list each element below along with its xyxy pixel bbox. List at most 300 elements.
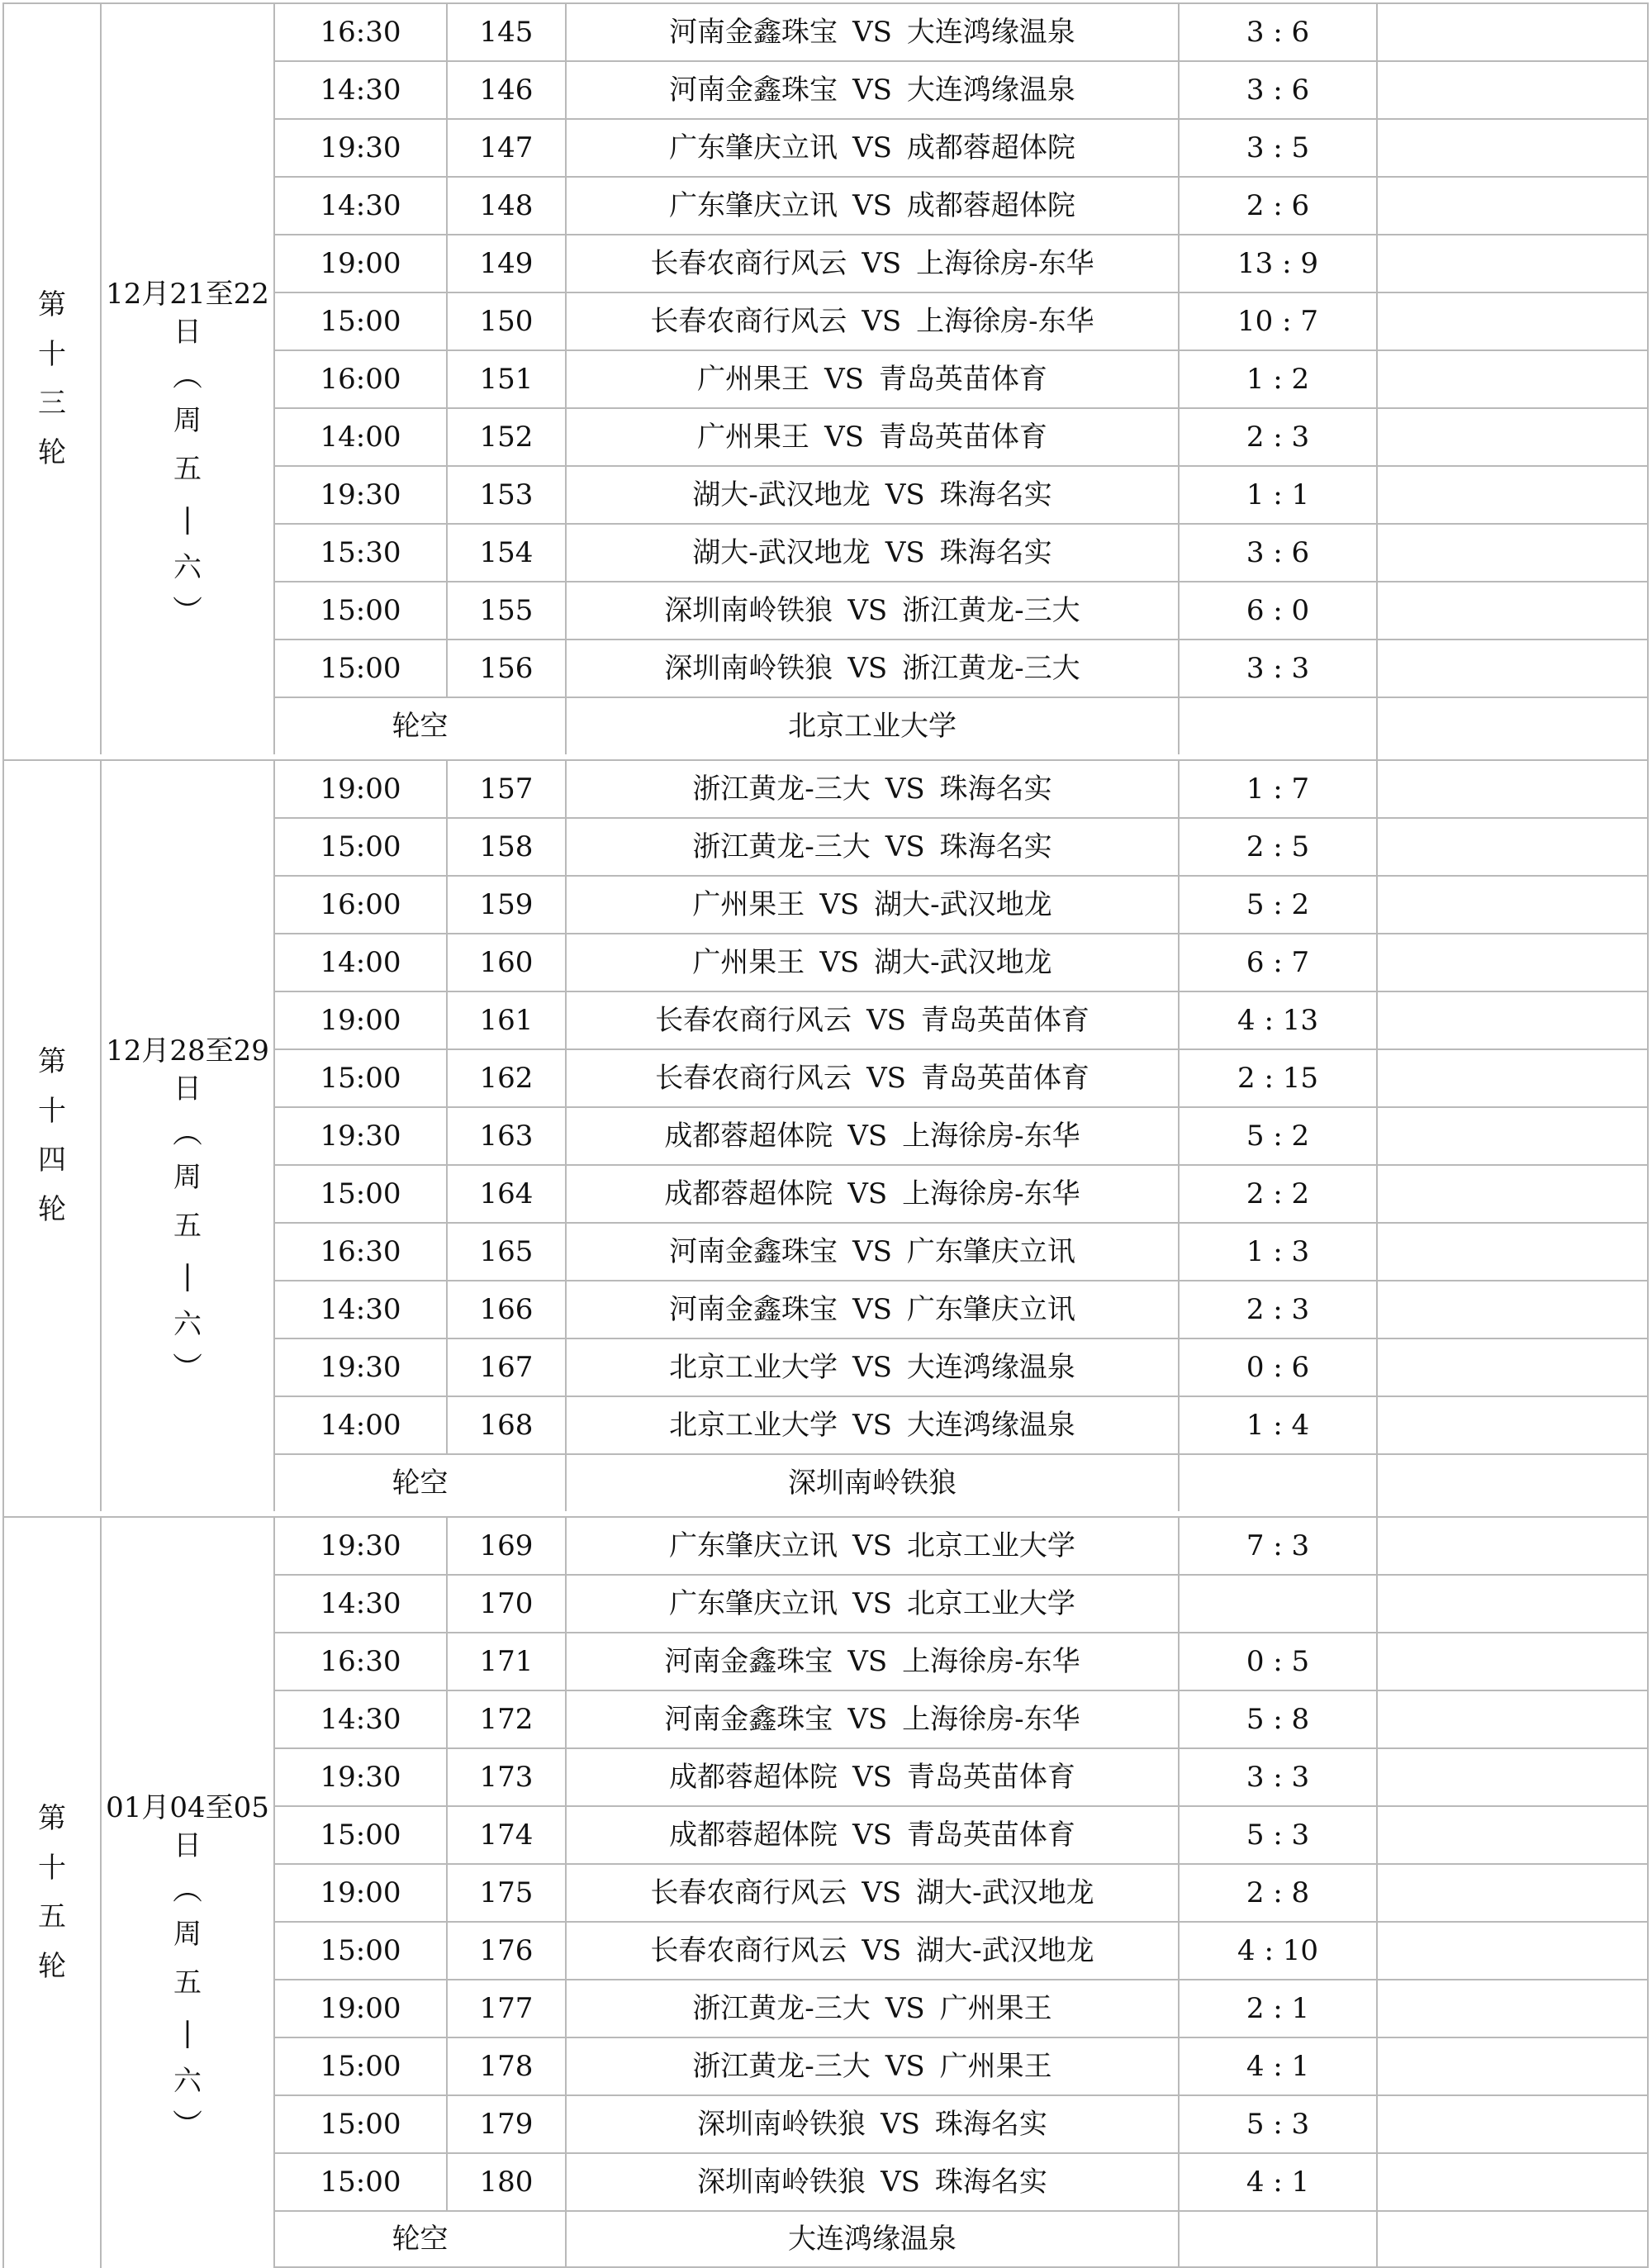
versus-label: VS xyxy=(852,1351,892,1384)
match-note xyxy=(1376,1396,1649,1453)
match-time: 14:00 xyxy=(273,933,446,991)
away-team: 上海徐房-东华 xyxy=(902,1645,1080,1678)
match-note xyxy=(1376,1632,1649,1690)
home-team: 河南金鑫珠宝 xyxy=(664,1645,833,1678)
match-score: 5 : 3 xyxy=(1178,1805,1376,1863)
match-number: 176 xyxy=(446,1921,565,1979)
versus-label: VS xyxy=(819,946,860,979)
versus-label: VS xyxy=(847,1645,888,1678)
home-team: 长春农商行风云 xyxy=(650,1934,847,1967)
matchup xyxy=(565,1280,1178,1338)
match-number: 160 xyxy=(446,933,565,991)
versus-label: VS xyxy=(885,830,925,863)
match-number: 168 xyxy=(446,1396,565,1453)
versus-label: VS xyxy=(824,421,864,454)
matchup-text xyxy=(664,1645,1080,1678)
round-label-cell xyxy=(2,2,100,754)
round-label-char: 轮 xyxy=(38,435,66,469)
round-label-char: 十 xyxy=(38,337,66,371)
home-team: 北京工业大学 xyxy=(669,1409,838,1442)
match-note xyxy=(1376,407,1649,465)
match-note xyxy=(1376,1863,1649,1921)
match-number: 174 xyxy=(446,1805,565,1863)
match-score: 1 : 4 xyxy=(1178,1396,1376,1453)
away-team: 湖大-武汉地龙 xyxy=(874,946,1052,979)
away-team: 广州果王 xyxy=(939,2050,1052,2083)
matchup xyxy=(565,817,1178,875)
bye-team: 北京工业大学 xyxy=(565,697,1178,754)
away-team: 北京工业大学 xyxy=(906,1587,1075,1620)
away-team: 广东肇庆立讯 xyxy=(906,1235,1075,1268)
match-note xyxy=(1376,2,1649,60)
away-team: 珠海名实 xyxy=(939,830,1052,863)
match-note xyxy=(1376,349,1649,407)
matchup-text xyxy=(669,1819,1075,1852)
match-time: 14:00 xyxy=(273,1396,446,1453)
match-note xyxy=(1376,933,1649,991)
versus-label: VS xyxy=(852,1819,892,1852)
home-team: 广州果王 xyxy=(692,946,805,979)
match-time: 19:00 xyxy=(273,1979,446,2037)
versus-label: VS xyxy=(819,888,860,921)
versus-label: VS xyxy=(847,1177,888,1210)
matchup-text xyxy=(669,74,1075,107)
match-time: 19:00 xyxy=(273,991,446,1048)
matchup-text xyxy=(669,16,1075,49)
match-time: 14:30 xyxy=(273,60,446,118)
match-row xyxy=(2,2,1649,60)
matchup-text xyxy=(655,1062,1089,1095)
match-note xyxy=(1376,465,1649,523)
versus-label: VS xyxy=(885,773,925,806)
home-team: 广州果王 xyxy=(692,888,805,921)
away-team: 青岛英苗体育 xyxy=(906,1819,1075,1852)
versus-label: VS xyxy=(885,2050,925,2083)
weekday-note-char: | xyxy=(183,502,192,535)
match-time: 15:00 xyxy=(273,1805,446,1863)
matchup-text xyxy=(669,189,1075,222)
match-number: 166 xyxy=(446,1280,565,1338)
match-score: 3 : 6 xyxy=(1178,523,1376,581)
match-note xyxy=(1376,60,1649,118)
match-time: 14:30 xyxy=(273,1574,446,1632)
match-time: 15:00 xyxy=(273,1921,446,1979)
matchup-text xyxy=(664,652,1080,685)
match-note xyxy=(1376,292,1649,349)
match-time: 15:00 xyxy=(273,1048,446,1106)
weekday-note-char: 六 xyxy=(173,551,202,585)
match-score: 7 : 3 xyxy=(1178,1516,1376,1574)
match-number: 149 xyxy=(446,234,565,292)
matchup xyxy=(565,1863,1178,1921)
home-team: 长春农商行风云 xyxy=(650,247,847,280)
matchup-text xyxy=(650,1876,1094,1909)
matchup-text xyxy=(692,2050,1052,2083)
match-score: 5 : 3 xyxy=(1178,2094,1376,2152)
match-note xyxy=(1376,639,1649,697)
weekday-note-char: 五 xyxy=(173,1210,202,1243)
versus-label: VS xyxy=(866,1062,906,1095)
versus-label: VS xyxy=(852,1409,892,1442)
matchup xyxy=(565,407,1178,465)
matchup xyxy=(565,1164,1178,1222)
match-time: 16:00 xyxy=(273,349,446,407)
match-time: 15:30 xyxy=(273,523,446,581)
home-team: 成都蓉超体院 xyxy=(664,1177,833,1210)
match-note xyxy=(1376,991,1649,1048)
match-number: 158 xyxy=(446,817,565,875)
match-number: 175 xyxy=(446,1863,565,1921)
away-team: 浙江黄龙-三大 xyxy=(902,594,1080,627)
match-score: 2 : 3 xyxy=(1178,407,1376,465)
match-score: 1 : 2 xyxy=(1178,349,1376,407)
match-note xyxy=(1376,1280,1649,1338)
match-time: 19:30 xyxy=(273,465,446,523)
matchup-text xyxy=(692,888,1052,921)
bye-label: 轮空 xyxy=(273,2210,565,2268)
matchup-text xyxy=(664,1177,1080,1210)
matchup xyxy=(565,292,1178,349)
match-score: 2 : 3 xyxy=(1178,1280,1376,1338)
match-number: 173 xyxy=(446,1747,565,1805)
match-score: 5 : 2 xyxy=(1178,875,1376,933)
match-score: 0 : 5 xyxy=(1178,1632,1376,1690)
matchup-text xyxy=(650,305,1094,338)
home-team: 长春农商行风云 xyxy=(655,1062,852,1095)
match-note xyxy=(1376,1805,1649,1863)
home-team: 深圳南岭铁狼 xyxy=(697,2166,866,2199)
match-number: 171 xyxy=(446,1632,565,1690)
matchup-text xyxy=(697,421,1047,454)
away-team: 上海徐房-东华 xyxy=(902,1703,1080,1736)
match-time: 14:00 xyxy=(273,407,446,465)
away-team: 珠海名实 xyxy=(934,2166,1047,2199)
round-label xyxy=(4,1038,100,1234)
matchup xyxy=(565,759,1178,817)
away-team: 浙江黄龙-三大 xyxy=(902,652,1080,685)
home-team: 河南金鑫珠宝 xyxy=(669,74,838,107)
matchup xyxy=(565,2037,1178,2094)
match-note xyxy=(1376,1574,1649,1632)
round-label-char: 五 xyxy=(38,1900,66,1933)
matchup-text xyxy=(692,830,1052,863)
versus-label: VS xyxy=(862,1876,902,1909)
date-range: 01月04至05 xyxy=(106,1791,269,1825)
match-score: 4 : 10 xyxy=(1178,1921,1376,1979)
match-time: 16:00 xyxy=(273,875,446,933)
matchup xyxy=(565,349,1178,407)
match-score: 1 : 7 xyxy=(1178,759,1376,817)
weekday-note xyxy=(102,308,273,631)
round-label-char: 十 xyxy=(38,1851,66,1885)
bye-team: 深圳南岭铁狼 xyxy=(565,1453,1178,1511)
match-note xyxy=(1376,875,1649,933)
date-range: 12月21至22 xyxy=(106,278,269,311)
home-team: 浙江黄龙-三大 xyxy=(692,773,871,806)
bye-label: 轮空 xyxy=(273,1453,565,1511)
date-range-cell xyxy=(100,2,273,754)
home-team: 浙江黄龙-三大 xyxy=(692,1992,871,2025)
matchup xyxy=(565,465,1178,523)
match-number: 151 xyxy=(446,349,565,407)
match-score: 6 : 0 xyxy=(1178,581,1376,639)
matchup-text xyxy=(692,478,1052,511)
match-number: 161 xyxy=(446,991,565,1048)
away-team: 珠海名实 xyxy=(934,2108,1047,2141)
match-score: 0 : 6 xyxy=(1178,1338,1376,1396)
matchup-text xyxy=(697,2166,1047,2199)
versus-label: VS xyxy=(847,1703,888,1736)
match-time: 19:00 xyxy=(273,1863,446,1921)
round-label-char: 四 xyxy=(38,1144,66,1177)
match-note xyxy=(1376,2094,1649,2152)
match-time: 14:30 xyxy=(273,176,446,234)
match-note xyxy=(1376,1164,1649,1222)
home-team: 长春农商行风云 xyxy=(650,1876,847,1909)
weekday-note-char: ︵ xyxy=(172,359,202,393)
match-number: 147 xyxy=(446,118,565,176)
match-score: 1 : 3 xyxy=(1178,1222,1376,1280)
matchup xyxy=(565,1338,1178,1396)
round-label xyxy=(4,1795,100,1991)
home-team: 广东肇庆立讯 xyxy=(669,1529,838,1562)
round-label-cell xyxy=(2,759,100,1511)
versus-label: VS xyxy=(881,2166,920,2199)
date-range: 12月28至29 xyxy=(106,1034,269,1068)
weekday-note-char: | xyxy=(183,1258,192,1292)
match-number: 152 xyxy=(446,407,565,465)
bye-team: 大连鸿缘温泉 xyxy=(565,2210,1178,2268)
match-score: 2 : 15 xyxy=(1178,1048,1376,1106)
matchup-text xyxy=(669,1409,1075,1442)
versus-label: VS xyxy=(852,189,892,222)
match-score: 3 : 3 xyxy=(1178,639,1376,697)
match-number: 170 xyxy=(446,1574,565,1632)
matchup xyxy=(565,1574,1178,1632)
home-team: 广东肇庆立讯 xyxy=(669,131,838,164)
match-note xyxy=(1376,581,1649,639)
match-time: 16:30 xyxy=(273,2,446,60)
matchup-text xyxy=(669,1293,1075,1326)
match-time: 19:00 xyxy=(273,234,446,292)
match-time: 15:00 xyxy=(273,292,446,349)
match-note xyxy=(1376,1338,1649,1396)
away-team: 湖大-武汉地龙 xyxy=(874,888,1052,921)
matchup-text xyxy=(655,1004,1089,1037)
matchup xyxy=(565,991,1178,1048)
home-team: 湖大-武汉地龙 xyxy=(692,536,871,569)
versus-label: VS xyxy=(852,74,892,107)
match-score: 2 : 8 xyxy=(1178,1863,1376,1921)
versus-label: VS xyxy=(852,16,892,49)
away-team: 大连鸿缘温泉 xyxy=(906,1351,1075,1384)
home-team: 北京工业大学 xyxy=(669,1351,838,1384)
matchup-text xyxy=(650,1934,1094,1967)
match-note xyxy=(1376,2152,1649,2210)
match-time: 19:30 xyxy=(273,1106,446,1164)
match-time: 14:30 xyxy=(273,1280,446,1338)
match-note xyxy=(1376,817,1649,875)
schedule-table xyxy=(2,2,1649,2268)
away-team: 北京工业大学 xyxy=(906,1529,1075,1562)
home-team: 长春农商行风云 xyxy=(650,305,847,338)
matchup xyxy=(565,176,1178,234)
match-number: 145 xyxy=(446,2,565,60)
weekday-note-char: 周 xyxy=(173,1917,202,1951)
away-team: 青岛英苗体育 xyxy=(878,363,1047,396)
round-label-cell xyxy=(2,1516,100,2268)
match-number: 153 xyxy=(446,465,565,523)
home-team: 深圳南岭铁狼 xyxy=(697,2108,866,2141)
match-number: 178 xyxy=(446,2037,565,2094)
match-number: 180 xyxy=(446,2152,565,2210)
round-label-char: 轮 xyxy=(38,1192,66,1226)
matchup xyxy=(565,523,1178,581)
match-row xyxy=(2,759,1649,817)
match-score: 3 : 5 xyxy=(1178,118,1376,176)
match-time: 15:00 xyxy=(273,2152,446,2210)
home-team: 深圳南岭铁狼 xyxy=(664,652,833,685)
date-range-cell xyxy=(100,759,273,1511)
match-number: 157 xyxy=(446,759,565,817)
match-time: 19:30 xyxy=(273,1338,446,1396)
date-range-cell xyxy=(100,1516,273,2268)
match-number: 150 xyxy=(446,292,565,349)
match-number: 165 xyxy=(446,1222,565,1280)
match-note xyxy=(1376,2037,1649,2094)
away-team: 青岛英苗体育 xyxy=(920,1004,1089,1037)
match-note xyxy=(1376,176,1649,234)
home-team: 成都蓉超体院 xyxy=(669,1761,838,1794)
match-note xyxy=(1376,118,1649,176)
bye-note xyxy=(1376,2210,1649,2268)
match-time: 16:30 xyxy=(273,1632,446,1690)
matchup xyxy=(565,1805,1178,1863)
matchup xyxy=(565,1516,1178,1574)
bye-score xyxy=(1178,2210,1376,2268)
match-score: 4 : 1 xyxy=(1178,2152,1376,2210)
weekday-note-char: ︶ xyxy=(172,1351,202,1386)
match-number: 148 xyxy=(446,176,565,234)
matchup-text xyxy=(692,536,1052,569)
matchup-text xyxy=(669,1351,1075,1384)
home-team: 广东肇庆立讯 xyxy=(669,1587,838,1620)
away-team: 上海徐房-东华 xyxy=(916,305,1094,338)
round-label-char: 三 xyxy=(38,387,66,420)
home-team: 河南金鑫珠宝 xyxy=(669,1293,838,1326)
home-team: 成都蓉超体院 xyxy=(669,1819,838,1852)
match-note xyxy=(1376,523,1649,581)
weekday-note-char: 六 xyxy=(173,2065,202,2099)
matchup xyxy=(565,60,1178,118)
versus-label: VS xyxy=(847,652,888,685)
round-label-char: 第 xyxy=(38,1045,66,1078)
match-time: 15:00 xyxy=(273,817,446,875)
away-team: 青岛英苗体育 xyxy=(906,1761,1075,1794)
home-team: 河南金鑫珠宝 xyxy=(669,1235,838,1268)
home-team: 广东肇庆立讯 xyxy=(669,189,838,222)
matchup xyxy=(565,2152,1178,2210)
match-score: 2 : 6 xyxy=(1178,176,1376,234)
versus-label: VS xyxy=(885,536,925,569)
away-team: 青岛英苗体育 xyxy=(878,421,1047,454)
versus-label: VS xyxy=(885,1992,925,2025)
home-team: 湖大-武汉地龙 xyxy=(692,478,871,511)
matchup xyxy=(565,234,1178,292)
weekday-note-char: 周 xyxy=(173,403,202,437)
matchup xyxy=(565,2,1178,60)
away-team: 湖大-武汉地龙 xyxy=(916,1876,1094,1909)
match-number: 162 xyxy=(446,1048,565,1106)
round-label xyxy=(4,281,100,478)
home-team: 河南金鑫珠宝 xyxy=(669,16,838,49)
away-team: 广州果王 xyxy=(939,1992,1052,2025)
match-note xyxy=(1376,1106,1649,1164)
matchup-text xyxy=(692,773,1052,806)
versus-label: VS xyxy=(852,1761,892,1794)
versus-label: VS xyxy=(862,247,902,280)
match-time: 15:00 xyxy=(273,2094,446,2152)
match-number: 159 xyxy=(446,875,565,933)
matchup xyxy=(565,875,1178,933)
matchup xyxy=(565,1747,1178,1805)
home-team: 浙江黄龙-三大 xyxy=(692,2050,871,2083)
versus-label: VS xyxy=(847,594,888,627)
match-score xyxy=(1178,1574,1376,1632)
match-time: 15:00 xyxy=(273,581,446,639)
matchup-text xyxy=(650,247,1094,280)
matchup-text xyxy=(669,1587,1075,1620)
weekday-note xyxy=(102,1822,273,2145)
match-time: 16:30 xyxy=(273,1222,446,1280)
match-number: 169 xyxy=(446,1516,565,1574)
match-time: 19:30 xyxy=(273,1516,446,1574)
round-label-char: 第 xyxy=(38,1802,66,1835)
round-label-char: 轮 xyxy=(38,1949,66,1983)
matchup-text xyxy=(669,131,1075,164)
match-score: 3 : 3 xyxy=(1178,1747,1376,1805)
match-score: 4 : 1 xyxy=(1178,2037,1376,2094)
match-score: 13 : 9 xyxy=(1178,234,1376,292)
match-note xyxy=(1376,1747,1649,1805)
match-score: 3 : 6 xyxy=(1178,2,1376,60)
match-number: 167 xyxy=(446,1338,565,1396)
versus-label: VS xyxy=(866,1004,906,1037)
matchup-text xyxy=(664,1703,1080,1736)
match-score: 2 : 2 xyxy=(1178,1164,1376,1222)
matchup xyxy=(565,933,1178,991)
versus-label: VS xyxy=(885,478,925,511)
match-number: 164 xyxy=(446,1164,565,1222)
home-team: 浙江黄龙-三大 xyxy=(692,830,871,863)
match-number: 179 xyxy=(446,2094,565,2152)
matchup-text xyxy=(692,946,1052,979)
weekday-note-char: 五 xyxy=(173,453,202,487)
match-note xyxy=(1376,1222,1649,1280)
match-score: 3 : 6 xyxy=(1178,60,1376,118)
weekday-note-char: ︶ xyxy=(172,594,202,629)
away-team: 成都蓉超体院 xyxy=(906,189,1075,222)
away-team: 珠海名实 xyxy=(939,773,1052,806)
match-time: 15:00 xyxy=(273,639,446,697)
matchup-text xyxy=(669,1761,1075,1794)
matchup xyxy=(565,581,1178,639)
matchup xyxy=(565,1048,1178,1106)
versus-label: VS xyxy=(881,2108,920,2141)
versus-label: VS xyxy=(852,1529,892,1562)
matchup xyxy=(565,1106,1178,1164)
away-team: 上海徐房-东华 xyxy=(916,247,1094,280)
